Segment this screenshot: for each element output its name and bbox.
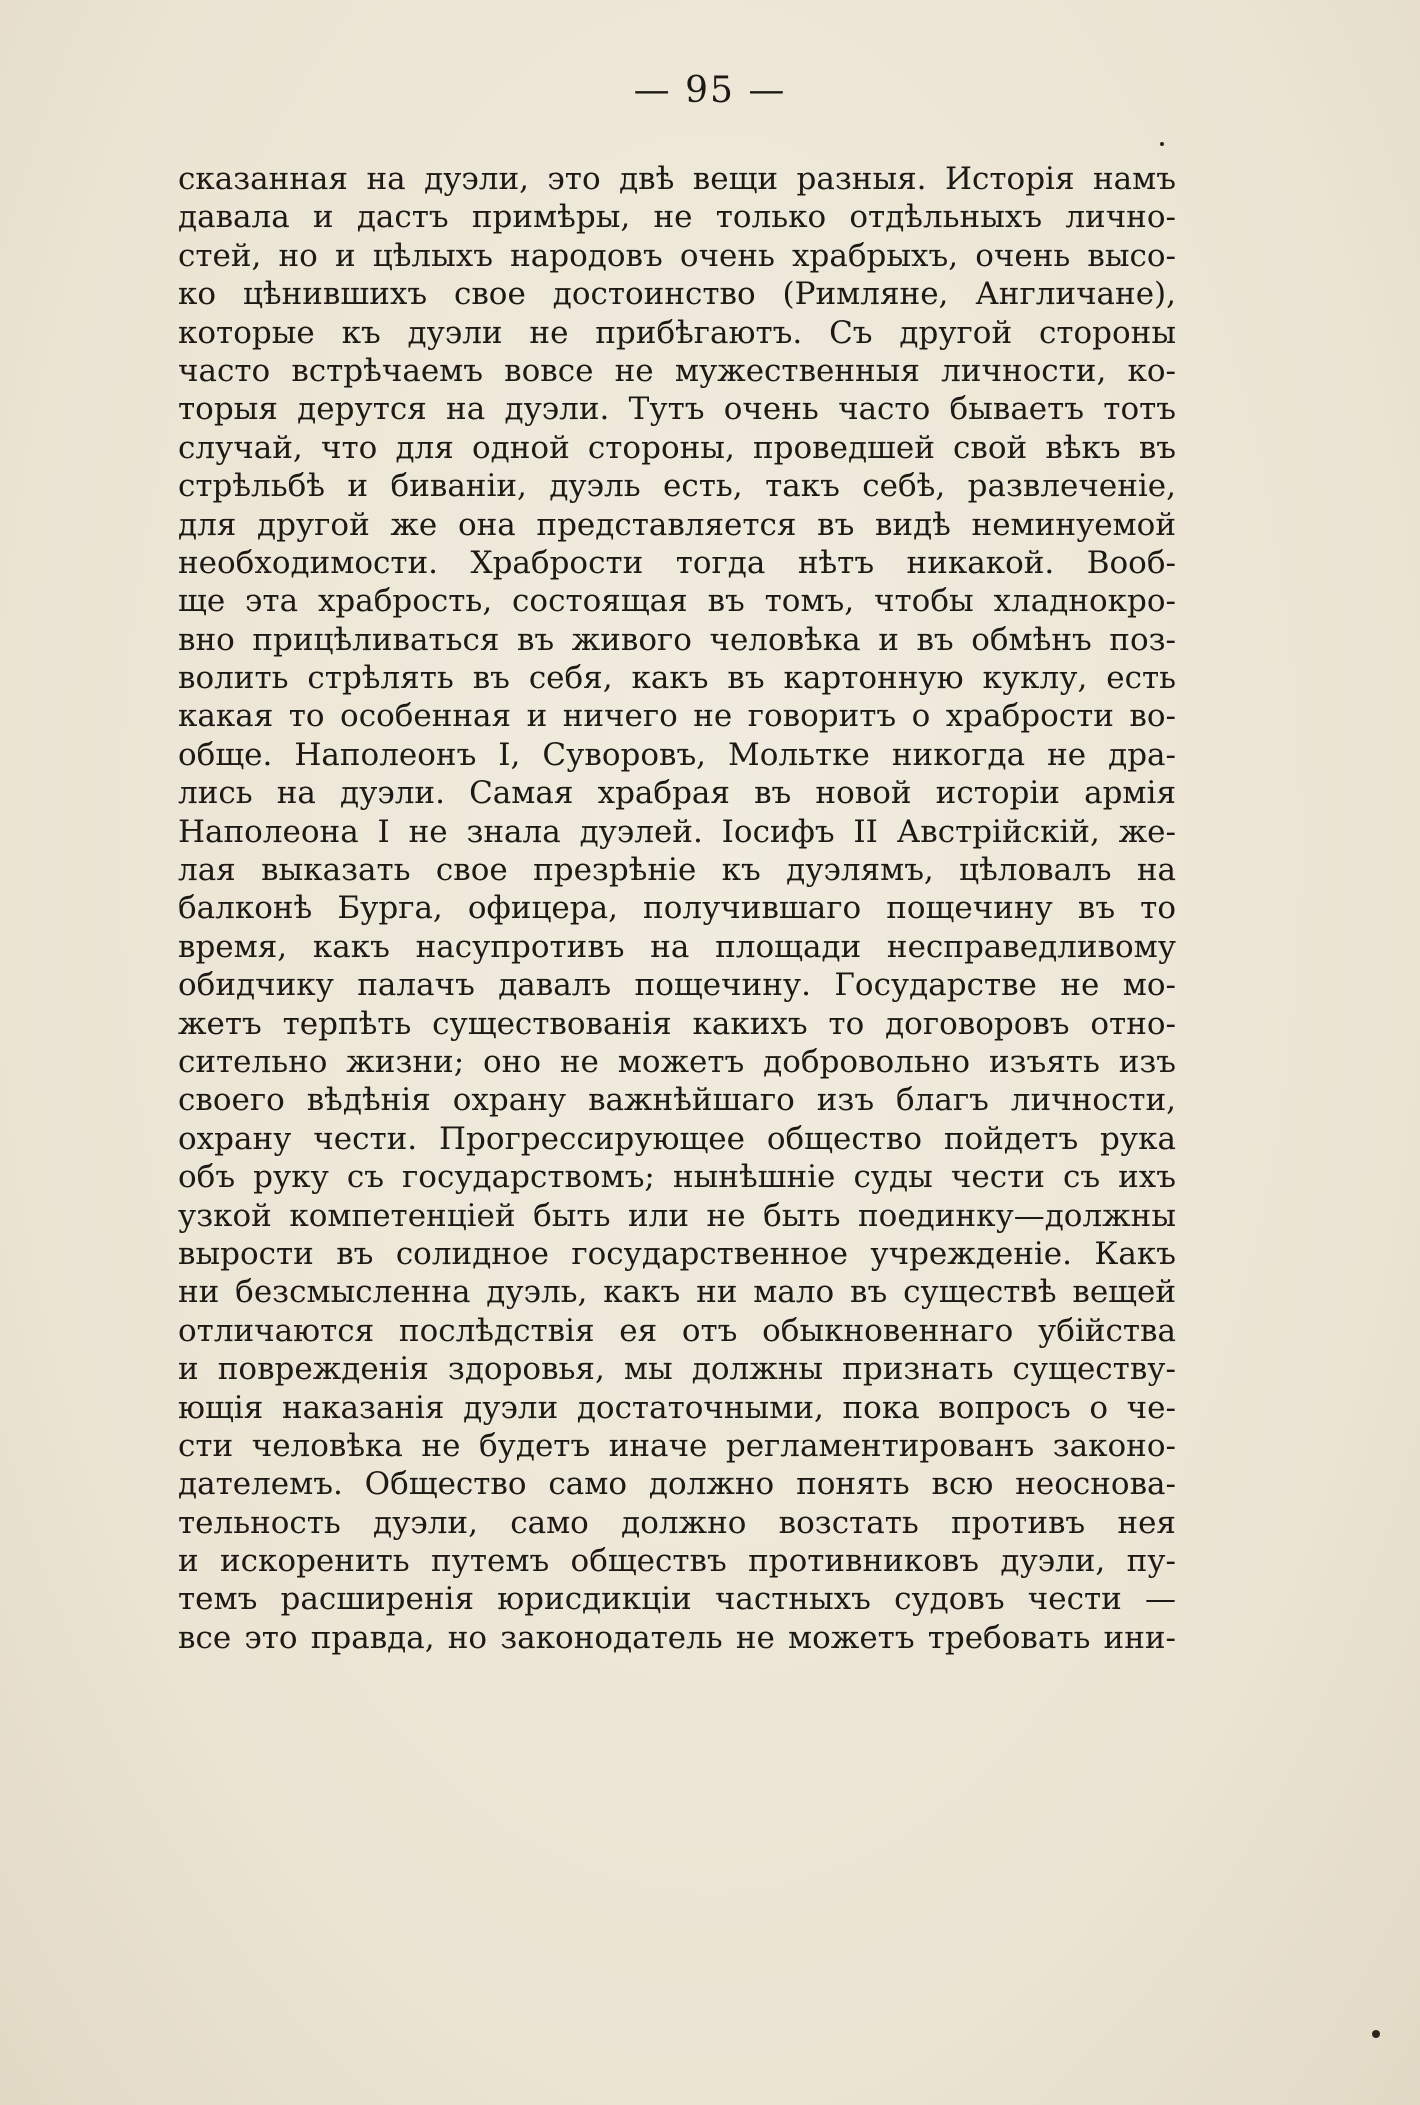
text-line: стей, но и цѣлыхъ народовъ очень храбрыхъ, очень высо-	[178, 237, 1176, 274]
text-line: вно прицѣливаться въ живого человѣка и въ обмѣнъ поз-	[178, 621, 1176, 658]
text-line: Наполеона I не знала дуэлей. Іосифъ II Австрійскій, же-	[178, 813, 1176, 850]
text-line: тельность дуэли, само должно возстать противъ нея	[178, 1504, 1176, 1541]
text-line: которые къ дуэли не прибѣгаютъ. Съ другой стороны	[178, 314, 1176, 351]
text-line: ющія наказанія дуэли достаточными, пока вопросъ о че-	[178, 1389, 1176, 1426]
text-line: случай, что для одной стороны, проведшей свой вѣкъ въ	[178, 429, 1176, 466]
text-line: и поврежденія здоровья, мы должны признать существу-	[178, 1351, 1176, 1388]
text-line: узкой компетенціей быть или не быть поединку—должны	[178, 1197, 1176, 1234]
page-number: — 95 —	[633, 70, 787, 111]
text-line: ко цѣнившихъ свое достоинство (Римляне, Англичане),	[178, 276, 1176, 313]
text-line: темъ расширенія юрисдикціи частныхъ судовъ чести —	[178, 1581, 1176, 1618]
text-line: лая выказать свое презрѣніе къ дуэлямъ, цѣловалъ на	[178, 852, 1176, 889]
text-line: сти человѣка не будетъ иначе регламентированъ законо-	[178, 1427, 1176, 1464]
text-line: обще. Наполеонъ I, Суворовъ, Мольтке никогда не дра-	[178, 736, 1176, 773]
text-line: сительно жизни; оно не можетъ добровольно изъять изъ	[178, 1043, 1176, 1080]
text-line: ни безсмысленна дуэль, какъ ни мало въ существѣ вещей	[178, 1274, 1176, 1311]
ink-speck	[1372, 2030, 1380, 2038]
text-line: объ руку съ государствомъ; нынѣшніе суды чести съ ихъ	[178, 1159, 1176, 1196]
text-line: обидчику палачъ давалъ пощечину. Государстве не мо-	[178, 967, 1176, 1004]
text-line: все это правда, но законодатель не можетъ требовать ини-	[178, 1619, 1176, 1656]
text-line: часто встрѣчаемъ вовсе не мужественныя личности, ко-	[178, 352, 1176, 389]
text-line: какая то особенная и ничего не говоритъ о храбрости во-	[178, 698, 1176, 735]
text-line: и искоренить путемъ обществъ противниковъ дуэли, пу-	[178, 1543, 1176, 1580]
text-line: своего вѣдѣнія охрану важнѣйшаго изъ благъ личности,	[178, 1082, 1176, 1119]
text-line: давала и дастъ примѣры, не только отдѣльныхъ лично-	[178, 199, 1176, 236]
text-line: балконѣ Бурга, офицера, получившаго пощечину въ то	[178, 890, 1176, 927]
text-line: время, какъ насупротивъ на площади несправедливому	[178, 928, 1176, 965]
text-line: необходимости. Храбрости тогда нѣтъ никакой. Вооб-	[178, 544, 1176, 581]
text-line: охрану чести. Прогрессирующее общество пойдетъ рука	[178, 1120, 1176, 1157]
text-line: для другой же она представляется въ видѣ неминуемой	[178, 506, 1176, 543]
body-text	[178, 160, 1176, 1657]
text-line: сказанная на дуэли, это двѣ вещи разныя. Исторія намъ	[178, 161, 1176, 197]
text-line: стрѣльбѣ и биваніи, дуэль есть, такъ себѣ, развлеченіе,	[178, 468, 1176, 505]
text-line: лись на дуэли. Самая храбрая въ новой исторіи армія	[178, 775, 1176, 812]
text-line: отличаются послѣдствія ея отъ обыкновеннаго убійства	[178, 1312, 1176, 1349]
text-line: жетъ терпѣть существованія какихъ то договоровъ отно-	[178, 1005, 1176, 1042]
text-line: торыя дерутся на дуэли. Тутъ очень часто бываетъ тотъ	[178, 391, 1176, 428]
text-line: дателемъ. Общество само должно понять всю неоснова-	[178, 1466, 1176, 1503]
text-line: волить стрѣлять въ себя, какъ въ картонную куклу, есть	[178, 660, 1176, 697]
ink-speck	[1160, 142, 1164, 146]
text-line: ще эта храбрость, состоящая въ томъ, чтобы хладнокро-	[178, 583, 1176, 620]
text-line: вырости въ солидное государственное учрежденіе. Какъ	[178, 1235, 1176, 1272]
